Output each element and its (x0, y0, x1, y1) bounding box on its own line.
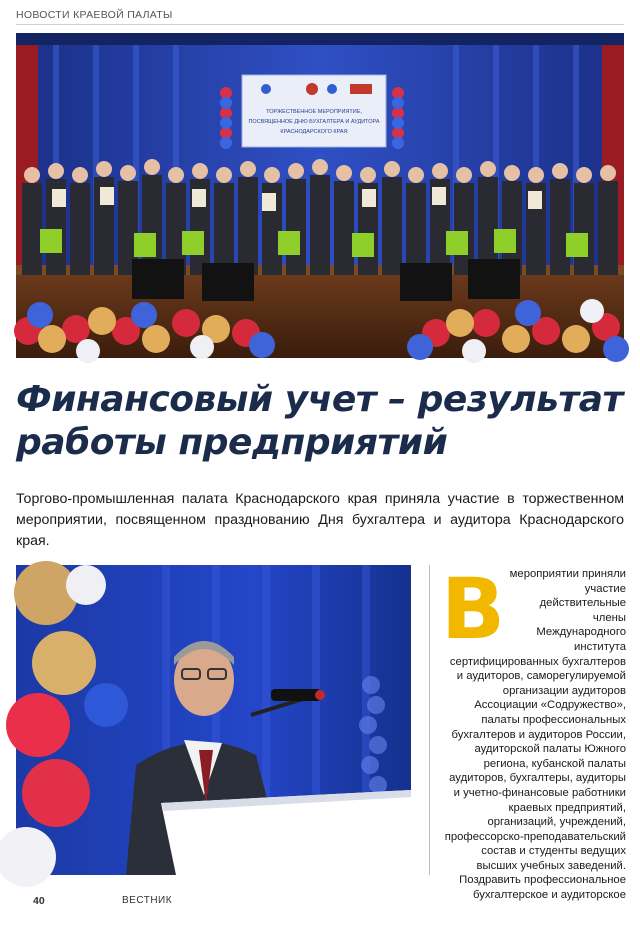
page-number: 40 (33, 895, 45, 907)
banner-line-1: ТОРЖЕСТВЕННОЕ МЕРОПРИЯТИЕ, (266, 109, 362, 115)
drop-cap: В (441, 560, 506, 658)
magazine-name: ВЕСТНИК (122, 895, 173, 906)
banner-line-3: КРАСНОДАРСКОГО КРАЯ (280, 129, 348, 135)
body-paragraph-2: Поздравить профессиональное бухгалтерское и аудиторское (459, 874, 626, 902)
body-paragraph-1: мероприятии приняли участие действительные члены Международного института сертифицированных бухгалтеров и аудиторов, саморегулируемой организации аудиторов Ассоциации «Содружество», палаты профессиональных бухгалтеров и аудиторов России, аудиторской палаты Южного региона, кубанской палаты аудиторов, бухгалтеры, аудиторы и учетно-финансовые работники краевых предприятий, организаций, учреждений, профессорско-преподавательский состав и студенты ведущих высших учебных заведений. (444, 568, 626, 872)
banner-line-2: ПОСВЯЩЕННОЕ ДНЮ БУХГАЛТЕРА И АУДИТОРА (248, 119, 380, 125)
lectern (161, 790, 411, 875)
article-lead: Торгово-промышленная палата Краснодарского края приняла участие в торжественном мероприятии, посвященном празднованию Дня бухгалтера и аудитора Краснодарского края. (16, 491, 624, 549)
article-body (441, 560, 626, 902)
section-label: НОВОСТИ КРАЕВОЙ ПАЛАТЫ (16, 9, 173, 21)
speaker-photo (16, 565, 411, 875)
hero-photo (16, 33, 624, 358)
article-headline: Финансовый учет – результат работы предприятий (16, 379, 623, 463)
header-divider (16, 24, 624, 25)
column-divider (429, 565, 430, 875)
